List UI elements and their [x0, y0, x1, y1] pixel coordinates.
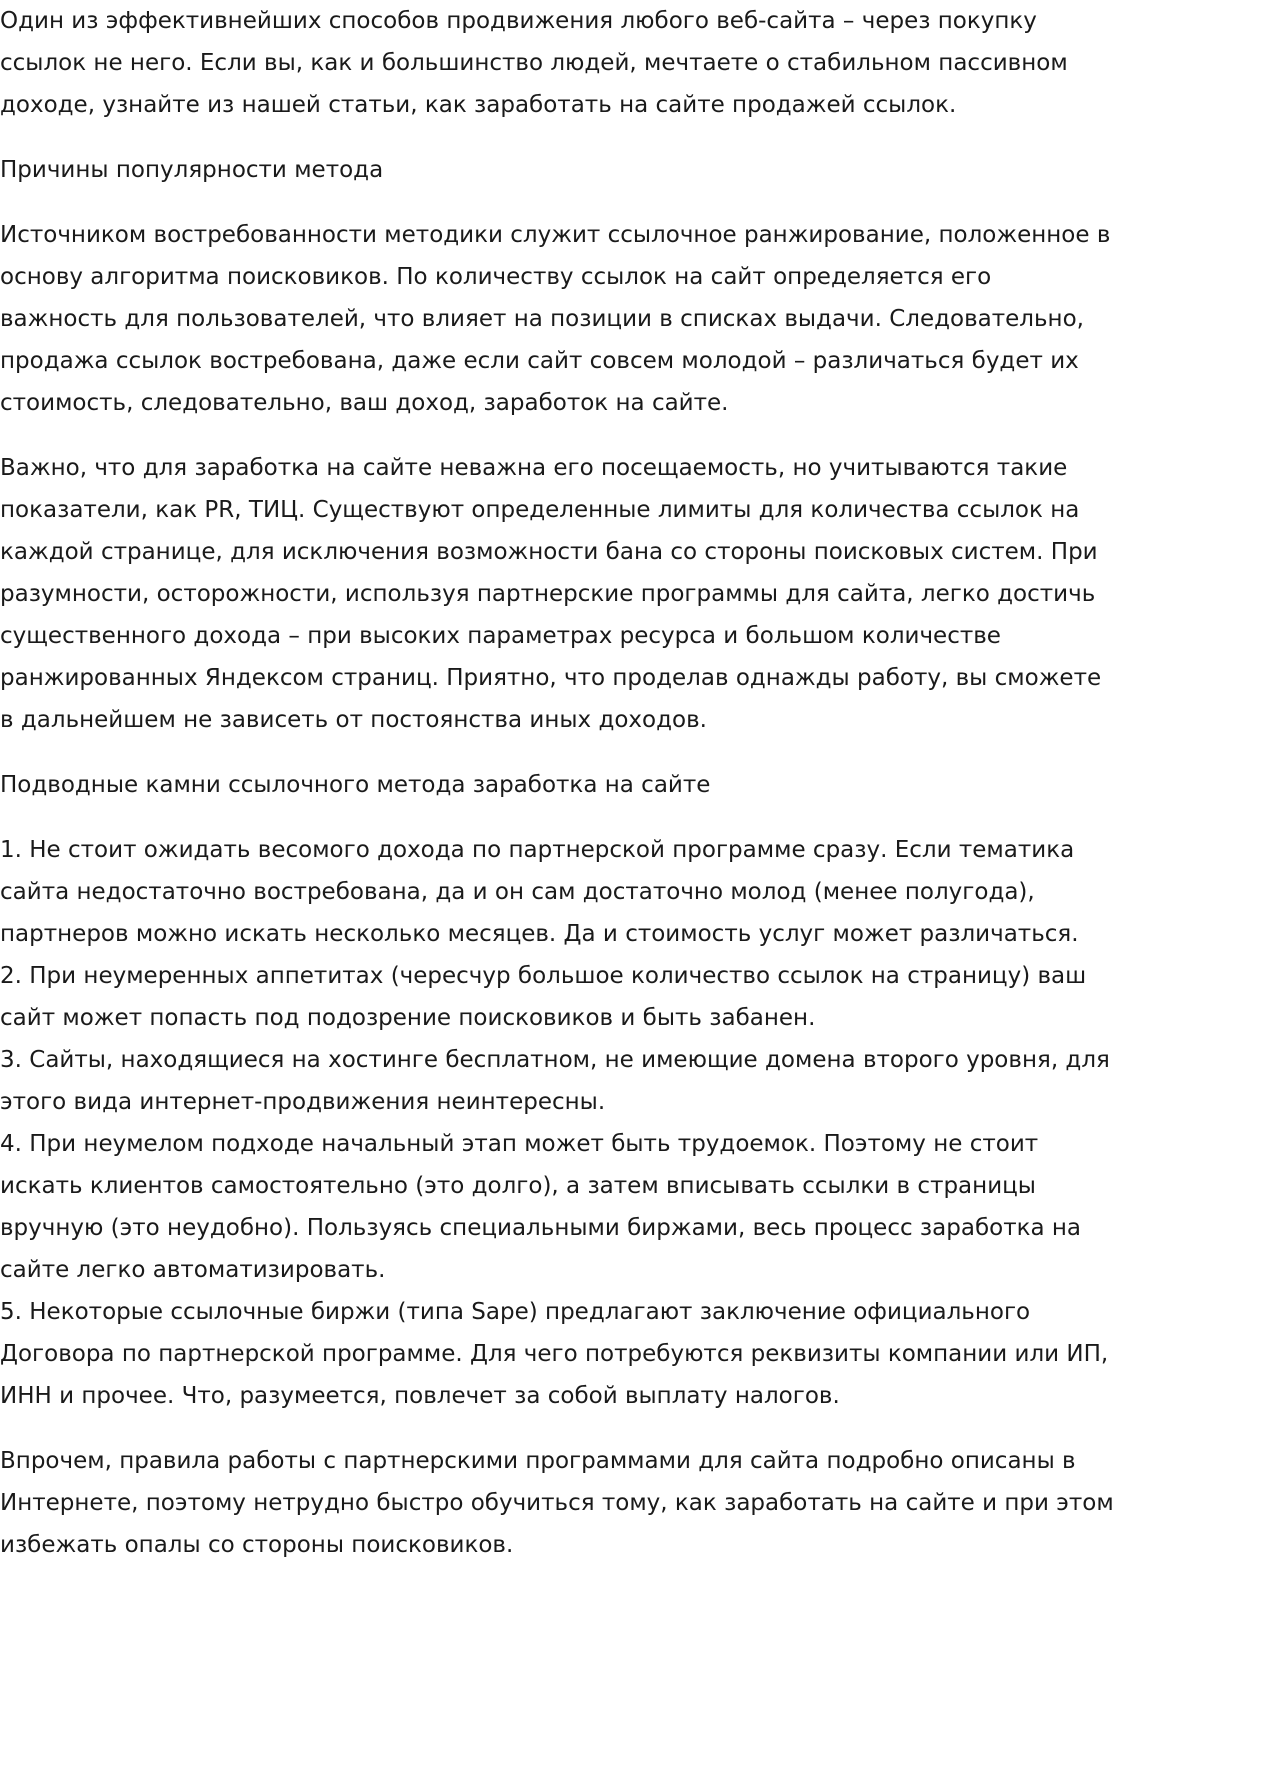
- list-item: 1. Не стоит ожидать весомого дохода по партнерской программе сразу. Если тематика сайта недостаточно востребована, да и он сам достаточно молод (менее полугода), партнеров можно искать несколько месяцев. Да и стоимость услуг может различаться.: [0, 837, 1079, 947]
- conclusion-paragraph: Впрочем, правила работы с партнерскими программами для сайта подробно описаны в Интернете, поэтому нетрудно быстро обучиться тому, как заработать на сайте и при этом избежать опалы со стороны поисковиков.: [0, 1448, 1114, 1558]
- reasons-paragraph-2: Важно, что для заработка на сайте неважна его посещаемость, но учитываются такие показатели, как PR, ТИЦ. Существуют определенные лимиты для количества ссылок на каждой странице, для исключения возможности бана со стороны поисковых систем. При разумности, осторожности, используя партнерские программы для сайта, легко достичь существенного дохода – при высоких параметрах ресурса и большом количестве ранжированных Яндексом страниц. Приятно, что проделав однажды работу, вы сможете в дальнейшем не зависеть от постоянства иных доходов.: [0, 455, 1102, 733]
- list-item: 4. При неумелом подходе начальный этап может быть трудоемок. Поэтому не стоит искать клиентов самостоятельно (это долго), а затем вписывать ссылки в страницы вручную (это неудобно). Пользуясь специальными биржами, весь процесс заработка на сайте легко автоматизировать.: [0, 1131, 1082, 1283]
- section-heading-pitfalls: Подводные камни ссылочного метода заработка на сайте: [0, 772, 711, 798]
- list-item: 2. При неумеренных аппетитах (чересчур большое количество ссылок на страницу) ваш сайт может попасть под подозрение поисковиков и быть забанен.: [0, 963, 1087, 1031]
- intro-paragraph: Один из эффективнейших способов продвижения любого веб-сайта – через покупку ссылок не него. Если вы, как и большинство людей, мечтаете о стабильном пассивном доходе, узнайте из нашей статьи, как заработать на сайте продажей ссылок.: [0, 8, 1068, 118]
- reasons-paragraph-1: Источником востребованности методики служит ссылочное ранжирование, положенное в основу алгоритма поисковиков. По количеству ссылок на сайт определяется его важность для пользователей, что влияет на позиции в списках выдачи. Следовательно, продажа ссылок востребована, даже если сайт совсем молодой – различаться будет их стоимость, следовательно, ваш доход, заработок на сайте.: [0, 222, 1111, 416]
- list-item: 5. Некоторые ссылочные биржи (типа Sape) предлагают заключение официального Договора по партнерской программе. Для чего потребуются реквизиты компании или ИП, ИНН и прочее. Что, разумеется, повлечет за собой выплату налогов.: [0, 1299, 1109, 1409]
- list-item: 3. Сайты, находящиеся на хостинге бесплатном, не имеющие домена второго уровня, для этого вида интернет-продвижения неинтересны.: [0, 1047, 1110, 1115]
- section-heading-reasons: Причины популярности метода: [0, 157, 384, 183]
- pitfalls-list: [0, 829, 1115, 1417]
